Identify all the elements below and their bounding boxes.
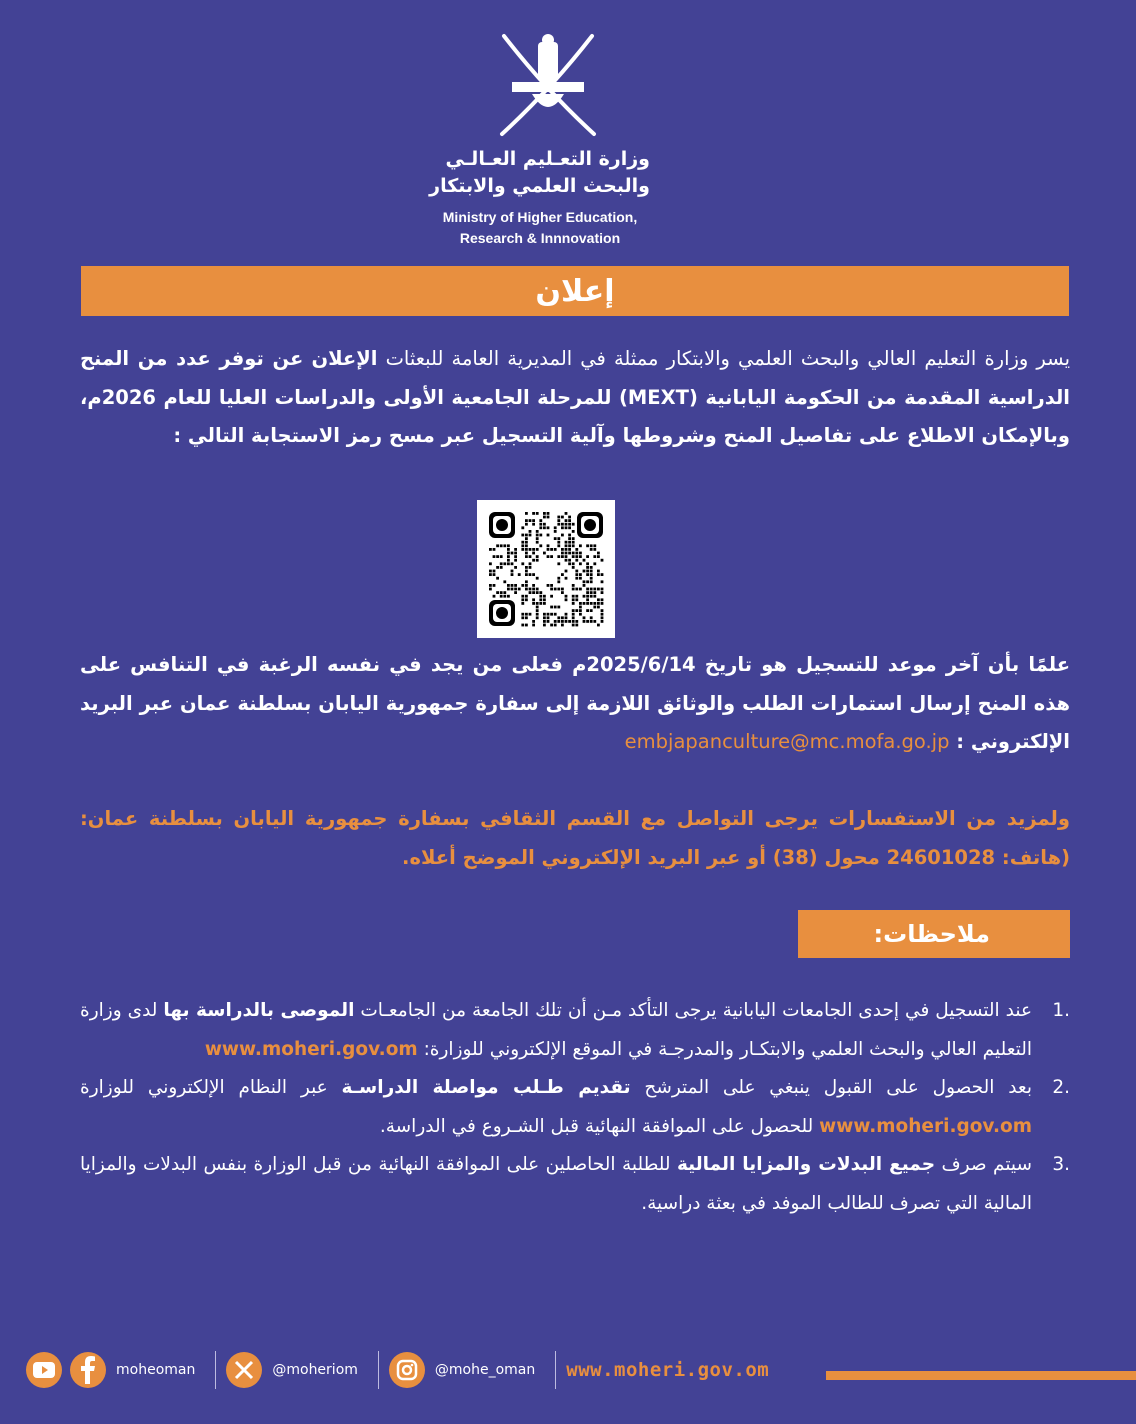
embassy-email-link[interactable]: embjapanculture@mc.mofa.go.jp	[624, 730, 950, 753]
ministry-name-en-line1: Ministry of Higher Education,	[442, 209, 638, 225]
moheri-website-link[interactable]: www.moheri.gov.om	[819, 1115, 1032, 1137]
note-text: عبر النظام الإلكتروني للوزارة	[80, 1077, 342, 1098]
note-text-bold: تقديم طـلب مواصلة الدراسـة	[341, 1077, 631, 1098]
notes-header-box	[798, 910, 1070, 958]
intro-paragraph	[80, 340, 1070, 456]
note-text: للحصول على الموافقة النهائية قبل الشـروع في الدراسة.	[379, 1115, 820, 1137]
divider	[378, 1351, 379, 1389]
note-item	[80, 1069, 1070, 1146]
note-number: .2	[1052, 1077, 1070, 1098]
ministry-name-ar-line2: والبحث العلمي والابتكار	[429, 175, 650, 197]
oman-emblem-logo	[486, 30, 610, 142]
footer-website-link[interactable]: www.moheri.gov.om	[566, 1359, 770, 1381]
x-handle[interactable]: @moheriom	[272, 1362, 358, 1378]
instagram-icon[interactable]	[389, 1352, 425, 1388]
footer-social-bar	[26, 1350, 769, 1390]
qr-code-icon[interactable]	[477, 500, 615, 638]
divider	[555, 1351, 556, 1389]
moheri-website-link[interactable]: www.moheri.gov.om	[204, 1038, 418, 1060]
note-text: للطلبة الحاصلين على الموافقة النهائية من قبل الوزارة بنفس البدلات والمزايا المالية التي تصرف للطالب الموفد في بعثة دراسية.	[80, 1154, 1032, 1214]
facebook-handle[interactable]: moheoman	[116, 1362, 196, 1378]
instagram-handle[interactable]: @mohe_oman	[434, 1362, 536, 1378]
ministry-name-en-line2: Research & Innnovation	[459, 230, 621, 246]
inquiries-paragraph: ولمزيد من الاستفسارات يرجى التواصل مع القسم الثقافي بسفارة جمهورية اليابان بسلطنة عمان: (هاتف: 24601028 محول (38) أو عبر البريد الإلكتروني الموضح أعلاه.	[80, 807, 1070, 869]
note-number: .1	[1052, 1000, 1070, 1021]
note-item	[80, 1146, 1070, 1223]
deadline-paragraph	[80, 646, 1070, 762]
note-item	[80, 992, 1070, 1069]
deadline-text: علمًا بأن آخر موعد للتسجيل هو تاريخ 2025/6/14م فعلى من يجد في نفسه الرغبة في التنافس على هذه المنح إرسال استمارات الطلب والوثائق اللازمة إلى سفارة جمهورية اليابان بسلطنة عمان عبر البريد الإلكتروني :	[80, 653, 1071, 753]
divider	[215, 1351, 216, 1389]
x-twitter-icon[interactable]	[226, 1352, 262, 1388]
notes-list	[80, 992, 1070, 1223]
note-number: .3	[1052, 1154, 1070, 1175]
note-text: لدى وزارة التعليم العالي والبحث العلمي والابتكـار والمدرجـة في الموقع الإلكتروني للوزارة:	[80, 1000, 1032, 1060]
announcement-title: إعلان	[535, 273, 615, 309]
note-text: سيتم صرف	[935, 1154, 1032, 1175]
facebook-icon[interactable]	[70, 1352, 106, 1388]
note-text-bold: جميع البدلات والمزايا المالية	[676, 1154, 936, 1175]
notes-title: ملاحظات:	[873, 920, 990, 948]
youtube-icon[interactable]	[26, 1352, 62, 1388]
note-text: عند التسجيل في إحدى الجامعات اليابانية يرجى التأكد مـن أن تلك الجامعة من الجامعـات	[354, 1000, 1032, 1021]
announcement-banner	[81, 266, 1069, 316]
footer-accent-bar	[826, 1371, 1136, 1380]
ministry-name-ar-line1: وزارة التعـليم العـالـي	[445, 148, 650, 170]
note-text: بعد الحصول على القبول ينبغي على المترشح	[630, 1077, 1032, 1098]
intro-text-bold: عن توفر عدد من المنح الدراسية المقدمة من الحكومة اليابانية (MEXT) للمرحلة الجامعية الأولى والدراسات العليا للعام 2026م، وبالإمكان الاطلاع على تفاصيل المنح وشروطها وآلية التسجيل عبر مسح رمز الاستجابة التالي :	[80, 347, 1070, 447]
note-text-bold: الموصى بالدراسة بها	[163, 1000, 355, 1021]
intro-text-regular: يسر وزارة التعليم العالي والبحث العلمي والابتكار ممثلة في المديرية العامة للبعثات	[377, 347, 1071, 370]
intro-text-bold-keyword: الإعلان	[311, 347, 378, 370]
